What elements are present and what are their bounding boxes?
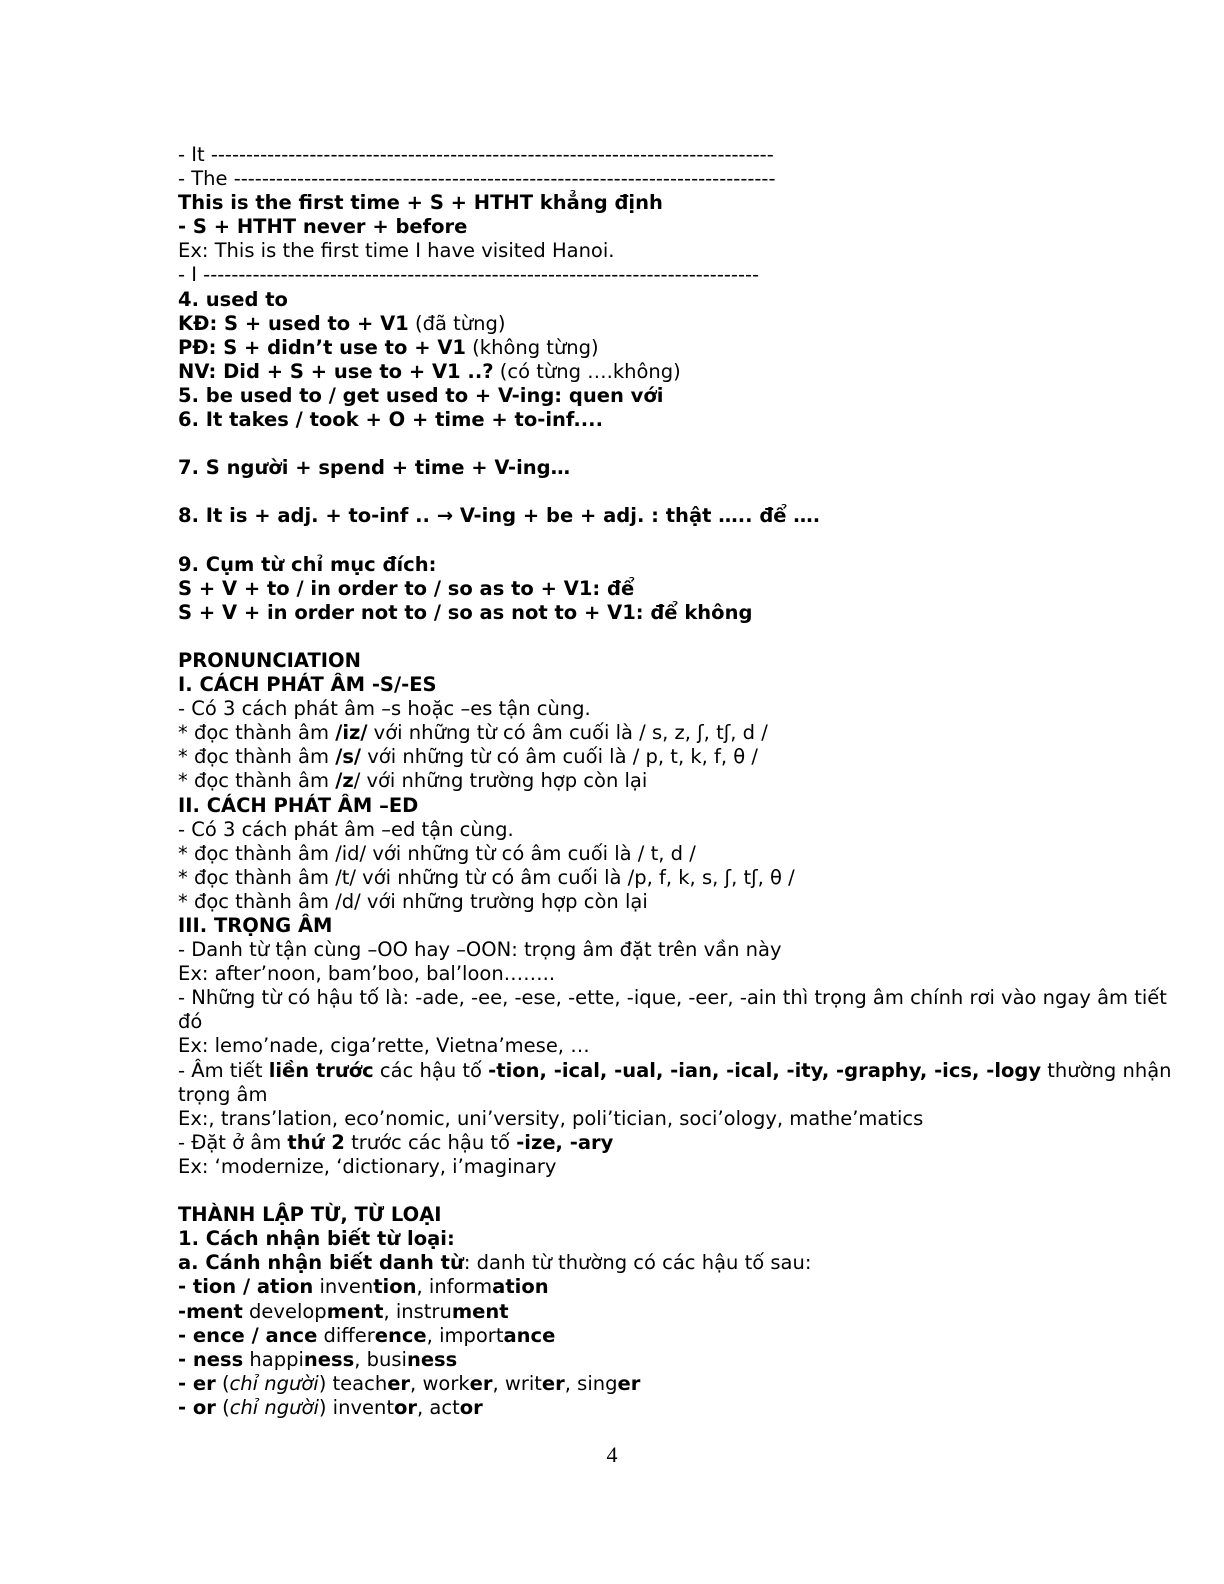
example-suffix: or bbox=[459, 1395, 483, 1419]
suffix-marker: - er bbox=[178, 1371, 216, 1395]
example-suffix: ness bbox=[406, 1347, 458, 1371]
example-stem: work bbox=[422, 1371, 470, 1395]
rule-prefix: - Âm tiết bbox=[178, 1058, 269, 1082]
used-to-question bbox=[178, 360, 1188, 384]
never-before-rule: - S + HTHT never + before bbox=[178, 215, 468, 239]
suffix-item: - er (chỉ người) teacher, worker, writer, singer bbox=[178, 1371, 641, 1395]
s-rule-3 bbox=[178, 769, 1188, 793]
rule-middle: các hậu tố bbox=[373, 1058, 489, 1082]
stress-example-3: Ex:, trans’lation, eco’nomic, uni’versity, poli’tician, soci’ology, mathe’matics bbox=[178, 1106, 924, 1130]
example-stem: develop bbox=[249, 1299, 327, 1323]
pd-formula: PĐ: S + didn’t use to + V1 bbox=[178, 335, 466, 359]
example-stem: happi bbox=[249, 1347, 304, 1371]
stress-rule-2: - Những từ có hậu tố là: -ade, -ee, -ese, -ette, -ique, -eer, -ain thì trọng âm chính rơi vào ngay âm tiết đó bbox=[178, 986, 1167, 1034]
suffix-marker: - ness bbox=[178, 1347, 244, 1371]
rule-suffix: thường nhận trọng âm bbox=[178, 1058, 1172, 1106]
example-suffix: ation bbox=[492, 1275, 549, 1299]
example-stem: inform bbox=[428, 1275, 493, 1299]
rule-prefix: - Đặt ở âm bbox=[178, 1130, 288, 1154]
rule-prefix: * đọc thành âm bbox=[178, 769, 336, 793]
example-suffix: tion bbox=[373, 1275, 417, 1299]
nv-note: (có từng ….không) bbox=[493, 359, 681, 383]
example-suffix: or bbox=[394, 1395, 418, 1419]
purpose-rule-2: S + V + in order not to / so as not to + V1: để không bbox=[178, 600, 753, 624]
s-rule-1 bbox=[178, 721, 1188, 745]
noun-label: a. Cánh nhận biết danh từ bbox=[178, 1251, 464, 1275]
noun-description: : danh từ thường có các hậu tố sau: bbox=[463, 1251, 812, 1275]
stress-rule-3 bbox=[178, 1059, 1188, 1107]
ed-intro: - Có 3 cách phát âm –ed tận cùng. bbox=[178, 817, 514, 841]
it-line: - It -------------------------------------------------------------------------------- bbox=[178, 143, 774, 166]
example-stem: teach bbox=[332, 1371, 388, 1395]
s-es-intro: - Có 3 cách phát âm –s hoặc –es tận cùng. bbox=[178, 697, 591, 721]
first-time-title: This is the first time + S + HTHT khẳng định bbox=[178, 191, 663, 215]
stress-example-4: Ex: ‘modernize, ‘dictionary, i’maginary bbox=[178, 1154, 557, 1178]
rule-middle: trước các hậu tố bbox=[344, 1130, 517, 1154]
sound-s: /s/ bbox=[335, 745, 362, 769]
word-formation-heading: THÀNH LẬP TỪ, TỪ LOẠI bbox=[178, 1203, 442, 1227]
example-stem: import bbox=[439, 1323, 504, 1347]
example-stem: instru bbox=[395, 1299, 452, 1323]
example-stem: writ bbox=[504, 1371, 542, 1395]
word-type-subheading: 1. Cách nhận biết từ loại: bbox=[178, 1227, 455, 1251]
example-stem: inven bbox=[319, 1275, 374, 1299]
used-to-affirmative bbox=[178, 312, 1188, 336]
example-stem: invent bbox=[332, 1395, 394, 1419]
rule-prefix: * đọc thành âm bbox=[178, 745, 336, 769]
example-stem: differ bbox=[323, 1323, 375, 1347]
noun-suffix-list bbox=[178, 1275, 1188, 1420]
stress-rule-4 bbox=[178, 1131, 1188, 1155]
example-suffix: ment bbox=[451, 1299, 509, 1323]
pd-note: (không từng) bbox=[465, 335, 599, 359]
suffix-item: - or (chỉ người) inventor, actor bbox=[178, 1395, 483, 1419]
spacer bbox=[178, 480, 1188, 504]
example-suffix: ence bbox=[374, 1323, 427, 1347]
suffix-marker: - ence / ance bbox=[178, 1323, 318, 1347]
sound-z: /z bbox=[335, 769, 354, 793]
suffix-list: -tion, -ical, -ual, -ian, -ical, -ity, -graphy, -ics, -logy bbox=[488, 1058, 1042, 1082]
s-rule-2 bbox=[178, 745, 1188, 769]
spend-rule: 7. S người + spend + time + V-ing… bbox=[178, 456, 571, 480]
kd-note: (đã từng) bbox=[408, 311, 506, 335]
example-suffix: er bbox=[541, 1371, 565, 1395]
kd-formula: KĐ: S + used to + V1 bbox=[178, 311, 409, 335]
suffix-item: - ence / ance difference, importance bbox=[178, 1323, 556, 1347]
rule-suffix: với những từ có âm cuối là / s, z, ʃ, tʃ, d / bbox=[367, 721, 768, 745]
example-suffix: er bbox=[617, 1371, 641, 1395]
purpose-rule-1: S + V + to / in order to / so as to + V1: để bbox=[178, 576, 635, 600]
suffix-item: - ness happiness, business bbox=[178, 1347, 458, 1371]
example-suffix: ness bbox=[303, 1347, 355, 1371]
noun-identification bbox=[178, 1251, 1188, 1275]
spacer bbox=[178, 1179, 1188, 1203]
emphasis: thứ 2 bbox=[287, 1130, 345, 1154]
suffix-item: - tion / ation invention, information bbox=[178, 1275, 549, 1299]
stress-heading: III. TRỌNG ÂM bbox=[178, 914, 333, 937]
it-takes-rule: 6. It takes / took + O + time + to-inf.... bbox=[178, 408, 603, 432]
stress-example-2: Ex: lemo’nade, ciga’rette, Vietna’mese, … bbox=[178, 1034, 590, 1058]
ed-rule-2: * đọc thành âm /t/ với những từ có âm cuối là /p, f, k, s, ʃ, tʃ, θ / bbox=[178, 865, 795, 889]
stress-rule-1: - Danh từ tận cùng –OO hay –OON: trọng âm đặt trên vần này bbox=[178, 938, 782, 962]
s-es-heading: I. CÁCH PHÁT ÂM -S/-ES bbox=[178, 673, 437, 697]
emphasis: liền trước bbox=[268, 1058, 374, 1082]
example-suffix: er bbox=[469, 1371, 493, 1395]
stress-example-1: Ex: after’noon, bam’boo, bal’loon…….. bbox=[178, 962, 556, 986]
it-is-adj-rule: 8. It is + adj. + to-inf .. → V-ing + be + adj. : thật ….. để …. bbox=[178, 504, 821, 528]
ed-rule-3: * đọc thành âm /d/ với những trường hợp còn lại bbox=[178, 889, 648, 913]
i-line: - I ------------------------------------------------------------------------------- bbox=[178, 263, 760, 287]
suffix-list: -ize, -ary bbox=[516, 1130, 614, 1154]
first-time-example: Ex: This is the first time I have visited Hanoi. bbox=[178, 239, 615, 263]
spacer bbox=[178, 432, 1188, 456]
example-suffix: ment bbox=[326, 1299, 384, 1323]
suffix-note: chỉ người bbox=[229, 1395, 319, 1419]
purpose-heading: 9. Cụm từ chỉ mục đích: bbox=[178, 552, 437, 576]
example-suffix: er bbox=[387, 1371, 411, 1395]
spacer bbox=[178, 625, 1188, 649]
ed-rule-1: * đọc thành âm /id/ với những từ có âm cuối là / t, d / bbox=[178, 841, 696, 865]
used-to-negative bbox=[178, 336, 1188, 360]
example-stem: sing bbox=[577, 1371, 618, 1395]
rule-suffix: với những từ có âm cuối là / p, t, k, f, θ / bbox=[361, 745, 758, 769]
sound-iz: /iz/ bbox=[335, 721, 368, 745]
suffix-marker: -ment bbox=[178, 1299, 243, 1323]
example-stem: busi bbox=[366, 1347, 407, 1371]
document-page bbox=[178, 143, 1188, 1420]
suffix-note: chỉ người bbox=[229, 1371, 319, 1395]
page-number: 4 bbox=[606, 1442, 618, 1467]
spacer bbox=[178, 529, 1188, 553]
ed-heading: II. CÁCH PHÁT ÂM –ED bbox=[178, 793, 419, 817]
be-used-to-rule: 5. be used to / get used to + V-ing: quen với bbox=[178, 383, 664, 407]
suffix-marker: - or bbox=[178, 1395, 216, 1419]
pronunciation-heading: PRONUNCIATION bbox=[178, 648, 361, 672]
the-line: - The ----------------------------------------------------------------------------- bbox=[178, 167, 776, 191]
rule-suffix: / với những trường hợp còn lại bbox=[353, 769, 648, 793]
suffix-marker: - tion / ation bbox=[178, 1275, 314, 1299]
used-to-heading: 4. used to bbox=[178, 287, 288, 311]
example-suffix: ance bbox=[503, 1323, 556, 1347]
nv-formula: NV: Did + S + use to + V1 ..? bbox=[178, 359, 494, 383]
example-stem: act bbox=[429, 1395, 460, 1419]
rule-prefix: * đọc thành âm bbox=[178, 721, 336, 745]
suffix-item: -ment development, instrument bbox=[178, 1299, 509, 1323]
